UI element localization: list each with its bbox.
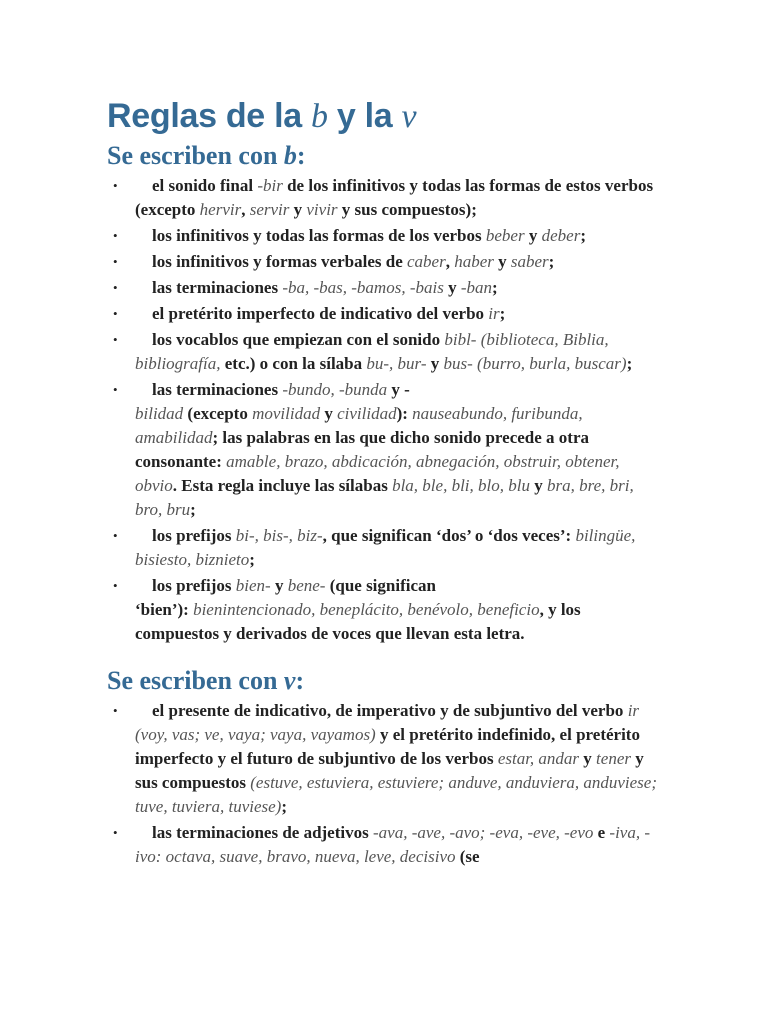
bullet-icon: •: [113, 178, 118, 193]
rule-example: (estuve, estuviera, estuviere; anduve, anduviera, anduviese; tuve, tuviera, tuviese): [135, 773, 657, 816]
rule-example: civilidad: [337, 404, 397, 423]
rule-example: movilidad: [252, 404, 321, 423]
rule-item: [0, 378, 665, 522]
bullet-icon: •: [113, 228, 118, 243]
rule-text: y -: [387, 380, 410, 399]
rule-text: las terminaciones: [152, 278, 283, 297]
title-mid-text: y la: [327, 97, 402, 135]
rule-item: [0, 524, 665, 572]
rule-example: -bir: [257, 176, 283, 195]
rule-text: (se: [455, 847, 480, 866]
rule-text: y: [443, 278, 461, 297]
rule-text: . Esta regla incluye las sílabas: [172, 476, 393, 495]
rule-text: (que significan: [325, 576, 436, 595]
rule-item: [0, 224, 665, 248]
rule-text: los infinitivos y formas verbales de: [152, 252, 407, 271]
rule-item: [0, 174, 665, 222]
section-v-colon: :: [295, 666, 305, 695]
bullet-icon: •: [113, 332, 118, 347]
rule-text: (excepto: [183, 404, 253, 423]
rule-example: -ava, -ave, -avo; -eva, -eve, -evo: [372, 823, 594, 842]
rule-example: bilidad: [135, 404, 184, 423]
rule-text: ,: [241, 200, 250, 219]
page-title: [107, 94, 416, 139]
rule-item: [0, 821, 665, 869]
title-text: Reglas de la: [107, 97, 311, 135]
rule-text: y: [579, 749, 597, 768]
section-b-colon: :: [296, 141, 306, 170]
rule-example: bien-: [235, 576, 271, 595]
rule-text: las terminaciones de adjetivos: [152, 823, 373, 842]
rule-text: ;: [249, 550, 255, 569]
rule-text: ;: [190, 500, 196, 519]
section-b: [0, 139, 768, 648]
bullet-icon: •: [113, 578, 118, 593]
rule-text: y sus compuestos);: [337, 200, 477, 219]
rule-example: estar, andar: [497, 749, 580, 768]
section-v-letter: v: [283, 666, 296, 695]
rule-text: y: [320, 404, 338, 423]
rule-text: ;: [626, 354, 633, 373]
rule-item: [0, 302, 665, 326]
rule-text: ):: [396, 404, 413, 423]
bullet-icon: •: [113, 280, 118, 295]
section-v-heading-text: Se escriben con: [107, 666, 284, 695]
rule-example: bus- (burro, burla, buscar): [443, 354, 627, 373]
rule-example: ir (voy, vas; ve, vaya; vaya, vayamos): [135, 701, 640, 744]
title-letter-v: v: [401, 98, 417, 135]
rule-text: de los infinitivos y todas las formas de estos verbos (excepto: [135, 176, 654, 219]
rule-text: y: [524, 226, 542, 245]
rule-example: -ba, -bas, -bamos, -bais: [282, 278, 444, 297]
section-b-heading: [0, 139, 768, 173]
rule-text: el sonido final: [152, 176, 258, 195]
rule-text: ;: [492, 278, 498, 297]
rule-text: , que significan ‘dos’ o ‘dos veces’:: [322, 526, 576, 545]
rule-example: bu-, bur-: [366, 354, 427, 373]
rule-text: y sus compuestos: [135, 749, 644, 792]
rule-example: caber: [407, 252, 446, 271]
rule-text: etc.) o con la sílaba: [220, 354, 367, 373]
rule-text: las terminaciones: [152, 380, 283, 399]
rule-example: -iva, -ivo: octava, suave, bravo, nueva, leve, decisivo: [135, 823, 651, 866]
rule-example: bilingüe, bisiesto, biznieto: [135, 526, 636, 569]
rule-example: nauseabundo, furibunda, amabilidad: [135, 404, 583, 447]
section-b-heading-text: Se escriben con: [107, 141, 284, 170]
rule-text: ;: [548, 252, 555, 271]
rule-example: haber: [454, 252, 494, 271]
rule-example: tener: [596, 749, 631, 768]
rule-text: el pretérito imperfecto de indicativo del verbo: [152, 304, 489, 323]
rule-example: amable, brazo, abdicación, abnegación, obstruir, obtener, obvio: [135, 452, 620, 495]
rule-text: los prefijos: [152, 576, 236, 595]
rule-item: [0, 699, 665, 819]
rule-example: -ban: [460, 278, 492, 297]
rule-item: [0, 276, 665, 300]
rule-text: y: [426, 354, 444, 373]
rule-text: ;: [580, 226, 586, 245]
section-v: [0, 664, 768, 871]
rule-text: y: [529, 476, 547, 495]
rule-item: [0, 250, 665, 274]
bullet-icon: •: [113, 825, 118, 840]
section-b-letter: b: [283, 141, 297, 170]
rule-text: ,: [445, 252, 455, 271]
bullet-icon: •: [113, 306, 118, 321]
rule-example: deber: [541, 226, 581, 245]
rule-example: bibl- (biblioteca, Biblia, bibliografía,: [135, 330, 609, 373]
rule-example: bene-: [287, 576, 326, 595]
rule-text: y el pretérito indefinido, el pretérito imperfecto y el futuro de subjuntivo de los verbos: [135, 725, 640, 768]
rule-text: los vocablos que empiezan con el sonido: [152, 330, 445, 349]
rule-example: bra, bre, bri, bro, bru: [135, 476, 634, 519]
rule-text: , y los compuestos y derivados de voces que llevan esta letra.: [135, 600, 581, 643]
rule-item: [0, 328, 665, 376]
rule-text: ‘bien’):: [135, 600, 194, 619]
bullet-icon: •: [113, 528, 118, 543]
rule-example: bla, ble, bli, blo, blu: [392, 476, 530, 495]
rules-list-v: [0, 699, 768, 869]
rule-example: saber: [510, 252, 549, 271]
rule-example: hervir: [199, 200, 242, 219]
rule-example: servir: [249, 200, 290, 219]
rule-example: -bundo, -bunda: [282, 380, 388, 399]
rule-example: beber: [485, 226, 525, 245]
bullet-icon: •: [113, 254, 118, 269]
rule-text: e: [593, 823, 610, 842]
rule-example: ir: [488, 304, 500, 323]
rule-example: vivir: [306, 200, 338, 219]
rule-text: y: [493, 252, 511, 271]
rule-example: bienintencionado, beneplácito, benévolo, beneficio: [193, 600, 540, 619]
rules-list-b: [0, 174, 768, 646]
rule-text: los infinitivos y todas las formas de los verbos: [152, 226, 486, 245]
rule-text: ; las palabras en las que dicho sonido precede a otra consonante:: [135, 428, 590, 471]
title-letter-b: b: [310, 98, 328, 135]
bullet-icon: •: [113, 703, 118, 718]
rule-text: y: [270, 576, 288, 595]
rule-text: ;: [499, 304, 506, 323]
rule-text: el presente de indicativo, de imperativo y de subjuntivo del verbo: [152, 701, 628, 720]
bullet-icon: •: [113, 382, 118, 397]
section-v-heading: [0, 664, 768, 698]
rule-item: [0, 574, 665, 646]
rule-text: ;: [281, 797, 287, 816]
rule-example: bi-, bis-, biz-: [235, 526, 323, 545]
rule-text: y: [289, 200, 307, 219]
rule-text: los prefijos: [152, 526, 236, 545]
